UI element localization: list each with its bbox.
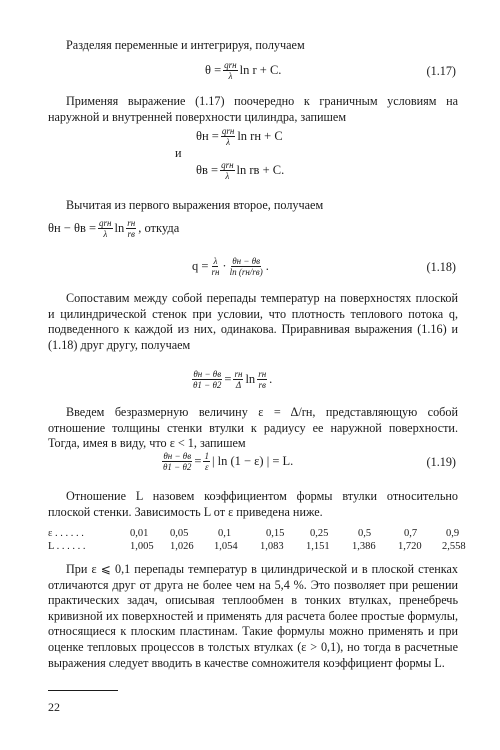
equation-difference bbox=[48, 218, 179, 239]
frac-den: ε bbox=[204, 462, 209, 472]
table-cell: 0,05 bbox=[170, 528, 189, 539]
eq-fraction bbox=[223, 60, 237, 81]
paragraph-shape-factor: Отношение L назовем коэффициентом формы втулки относительно плоской стенки. Зависимость L от ε приведена ниже. bbox=[48, 489, 458, 519]
page-number: 22 bbox=[48, 700, 60, 714]
paragraph-conclusion: При ε ⩽ 0,1 перепады температур в цилиндрической и в плоской стенках отличаются друг от друга не более чем на 5,4 %. Это позволяет при решении практических задач, описывая теплообмен в тонких втулках, пренебречь кривизной их поверхностей и применять для расчета более простые формулы, относящиеся к плоским пластинам. Такие формулы можно применять и при оценке тепловых процессов в толстых втулках (ε > 0,1), но тогда в расчетные выражения следует вводить в качестве сомножителя коэффициент формы L. bbox=[48, 562, 458, 670]
frac-den: ln (rн/rв) bbox=[229, 267, 263, 277]
eq-fraction bbox=[233, 369, 243, 390]
eq-lhs: θн = bbox=[196, 129, 219, 143]
frac-den: λ bbox=[226, 137, 231, 147]
table-cell: 0,1 bbox=[218, 528, 232, 539]
eq-rhs: ln r + C. bbox=[239, 63, 282, 77]
eq-fraction bbox=[162, 451, 192, 472]
table-cell: 1,386 bbox=[352, 541, 376, 552]
equation-theta-v bbox=[196, 160, 284, 181]
eq-end: . bbox=[269, 372, 273, 386]
eq-fraction bbox=[126, 218, 136, 239]
table-cell: 1,720 bbox=[398, 541, 422, 552]
frac-num: rн bbox=[127, 218, 136, 228]
frac-num: θн − θв bbox=[232, 256, 261, 266]
frac-den: Δ bbox=[235, 380, 242, 390]
eq-fraction bbox=[221, 126, 235, 147]
frac-den: rн bbox=[211, 267, 220, 277]
frac-num: 1 bbox=[204, 451, 209, 461]
eq-rhs: | ln (1 − ε) | = L. bbox=[211, 454, 294, 468]
eq-equals: = bbox=[224, 372, 232, 386]
paragraph-compare: Сопоставим между собой перепады температур на поверхностях плоской и цилиндрической стенок при условии, что плотность теплового потока q, подведенного к каждой из них, одинакова. Приравнивая выражения (1.16) и (1.18) друг другу, получаем bbox=[48, 291, 458, 352]
frac-num: qrн bbox=[221, 126, 235, 136]
eq-dot: · bbox=[222, 259, 227, 273]
eq-fraction bbox=[210, 256, 220, 277]
table-cell: 1,083 bbox=[260, 541, 284, 552]
equation-1-18 bbox=[192, 256, 269, 277]
paragraph-dimensionless: Введем безразмерную величину ε = Δ/rн, представляющую собой отношение толщины стенки втулки к радиусу ее наружной поверхности. Тогда, имея в виду, что ε < 1, запишем bbox=[48, 405, 458, 451]
equation-number: (1.19) bbox=[426, 455, 456, 469]
equation-number: (1.17) bbox=[426, 64, 456, 78]
eq-lhs: q = bbox=[192, 259, 209, 273]
footer-rule bbox=[48, 690, 118, 691]
eq-lhs: θн − θв = bbox=[48, 221, 97, 235]
frac-den: rв bbox=[258, 380, 266, 390]
table-cell: 0,9 bbox=[446, 528, 460, 539]
frac-num: qrн bbox=[99, 218, 112, 228]
frac-num: qrн bbox=[221, 160, 234, 170]
frac-num: λ bbox=[213, 256, 218, 266]
eq-fraction bbox=[203, 451, 210, 472]
eps-L-table bbox=[48, 527, 468, 553]
eq-fraction bbox=[192, 369, 222, 390]
table-cell: 0,5 bbox=[358, 528, 372, 539]
table-row-eps bbox=[48, 527, 468, 540]
eq-ln: ln bbox=[114, 221, 125, 235]
table-cell: 1,005 bbox=[130, 541, 154, 552]
paragraph-intro: Разделяя переменные и интегрируя, получаем bbox=[66, 38, 305, 52]
eq-rhs: ln rн + C bbox=[237, 129, 283, 143]
eq-fraction bbox=[220, 160, 234, 181]
paragraph-subtract: Вычитая из первого выражения второе, получаем bbox=[66, 198, 324, 212]
table-cell: 0,25 bbox=[310, 528, 329, 539]
frac-den: λ bbox=[103, 229, 108, 239]
table-cell: 1,151 bbox=[306, 541, 330, 552]
frac-den: θ1 − θ2 bbox=[163, 462, 192, 472]
frac-num: qrн bbox=[224, 60, 237, 70]
and-word: и bbox=[175, 146, 182, 160]
table-cell: 0,15 bbox=[266, 528, 285, 539]
eq-rhs: ln rв + C. bbox=[236, 163, 285, 177]
equation-ratio bbox=[190, 369, 272, 390]
eq-lhs: θ = bbox=[205, 63, 222, 77]
table-cell: 0,7 bbox=[404, 528, 418, 539]
eq-ln: ln bbox=[245, 372, 256, 386]
equation-number: (1.18) bbox=[426, 260, 456, 274]
table-row-label: L . . . . . . bbox=[48, 541, 86, 552]
whence-text: , откуда bbox=[138, 221, 180, 235]
frac-den: λ bbox=[228, 71, 233, 81]
eq-equals: = bbox=[194, 454, 202, 468]
frac-num: rн bbox=[258, 369, 267, 379]
frac-num: θн − θв bbox=[193, 369, 222, 379]
table-row-L bbox=[48, 540, 468, 553]
frac-num: rн bbox=[234, 369, 243, 379]
table-cell: 1,054 bbox=[214, 541, 238, 552]
paragraph-apply: Применяя выражение (1.17) поочередно к граничным условиям на наружной и внутренней поверхности цилиндра, запишем bbox=[48, 94, 458, 124]
table-cell: 0,01 bbox=[130, 528, 149, 539]
eq-lhs: θв = bbox=[196, 163, 219, 177]
table-cell: 2,558 bbox=[442, 541, 466, 552]
frac-den: rв bbox=[127, 229, 135, 239]
equation-1-17 bbox=[205, 60, 281, 81]
eq-fraction bbox=[98, 218, 112, 239]
frac-den: θ1 − θ2 bbox=[193, 380, 222, 390]
frac-num: θн − θв bbox=[163, 451, 192, 461]
table-cell: 1,026 bbox=[170, 541, 194, 552]
frac-den: λ bbox=[225, 171, 230, 181]
table-row-label: ε . . . . . . bbox=[48, 528, 84, 539]
eq-fraction bbox=[257, 369, 267, 390]
equation-1-19 bbox=[160, 451, 293, 472]
equation-theta-n bbox=[196, 126, 283, 147]
eq-fraction bbox=[229, 256, 264, 277]
eq-end: . bbox=[265, 259, 269, 273]
